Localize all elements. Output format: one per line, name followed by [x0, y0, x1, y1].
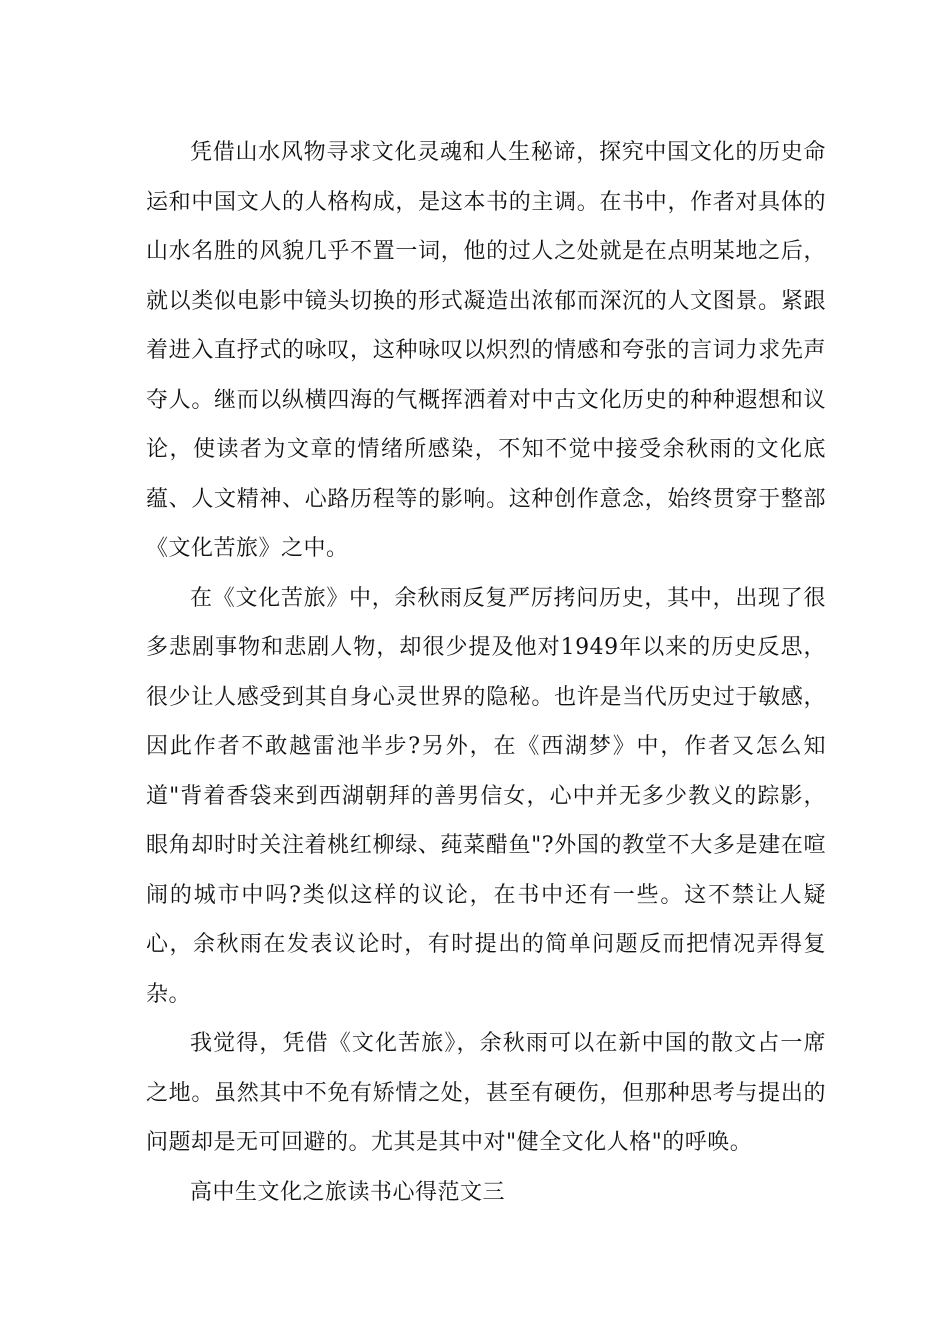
section-heading: 高中生文化之旅读书心得范文三 [190, 1179, 506, 1205]
paragraph-3: 我觉得，凭借《文化苦旅》，余秋雨可以在新中国的散文占一席之地。虽然其中不免有矫情之处，甚至有硬伤，但那种思考与提出的问题却是无可回避的。尤其是其中对"健全文化人格"的呼唤。 [146, 1031, 826, 1155]
paragraph-2: 在《文化苦旅》中，余秋雨反复严厉拷问历史，其中，出现了很多悲剧事物和悲剧人物，却很少提及他对1949年以来的历史反思，很少让人感受到其自身心灵世界的隐秘。也许是当代历史过于敏感，因此作者不敢越雷池半步?另外，在《西湖梦》中，作者又怎么知道"背着香袋来到西湖朝拜的善男信女，心中并无多少教义的踪影，眼角却时时关注着桃红柳绿、莼菜醋鱼"?外国的教堂不大多是建在喧闹的城市中吗?类似这样的议论，在书中还有一些。这不禁让人疑心，余秋雨在发表议论时，有时提出的简单问题反而把情况弄得复杂。 [146, 585, 826, 1007]
document-body [146, 128, 826, 1217]
paragraph-1: 凭借山水风物寻求文化灵魂和人生秘谛，探究中国文化的历史命运和中国文人的人格构成，是这本书的主调。在书中，作者对具体的山水名胜的风貌几乎不置一词，他的过人之处就是在点明某地之后，就以类似电影中镜头切换的形式凝造出浓郁而深沉的人文图景。紧跟着进入直抒式的咏叹，这种咏叹以炽烈的情感和夸张的言词力求先声夺人。继而以纵横四海的气概挥洒着对中古文化历史的种种遐想和议论，使读者为文章的情绪所感染，不知不觉中接受余秋雨的文化底蕴、人文精神、心路历程等的影响。这种创作意念，始终贯穿于整部《文化苦旅》之中。 [146, 140, 826, 561]
